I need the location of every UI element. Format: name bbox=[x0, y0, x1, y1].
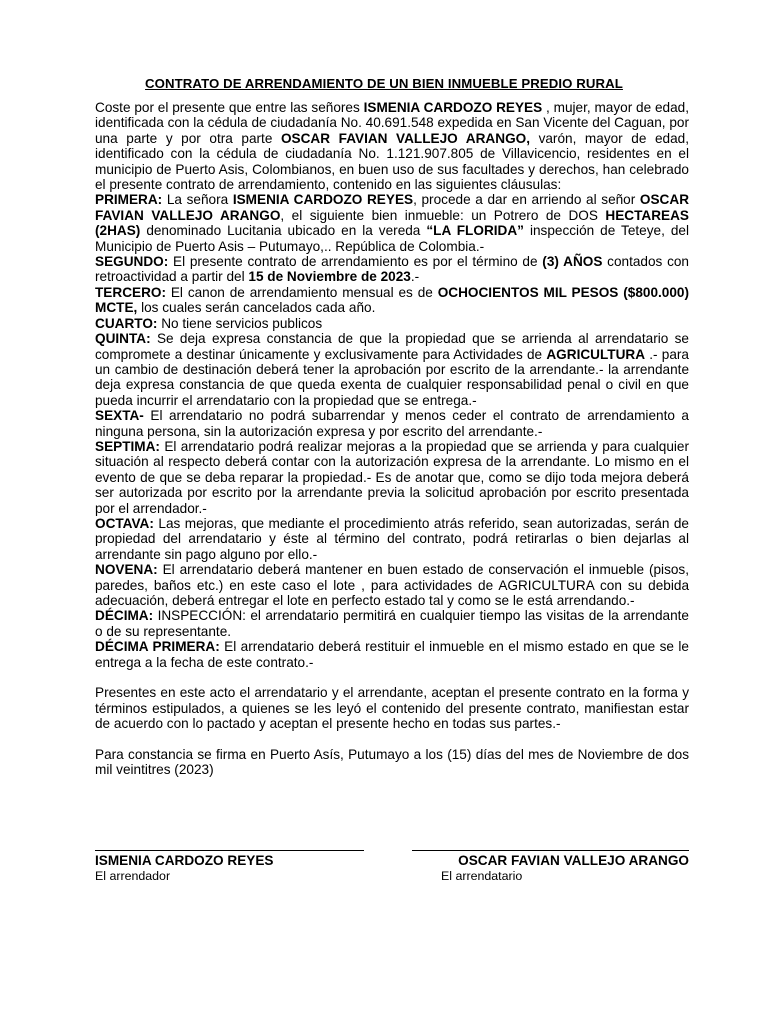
clause-heading: SEPTIMA: bbox=[95, 438, 160, 454]
clause-heading: DÉCIMA: bbox=[95, 608, 154, 624]
clause-cuarto: CUARTO: No tiene servicios publicos bbox=[95, 315, 323, 331]
signature-line bbox=[95, 850, 364, 851]
acceptance-paragraph: Presentes en este acto el arrendatario y el arrendante, aceptan el presente contrato en la forma y términos estipulados, a quienes se les leyó el contenido del presente contrato, manifiestan estar de acuerdo con lo pactado y aceptan el presente hecho en todas sus partes.- bbox=[95, 685, 689, 732]
clause-heading: PRIMERA: bbox=[95, 192, 163, 208]
clause-heading: SEGUNDO: bbox=[95, 254, 169, 270]
intro-paragraph: Coste por el presente que entre las señores ISMENIA CARDOZO REYES , mujer, mayor de edad, identificada con la cédula de ciudadanía No. 40.691.548 expedida en San Vicente del Caguan, por una parte y por otra parte OSCAR FAVIAN VALLEJO ARANGO, varón, mayor de edad, identificado con la cédula de ciudadanía No. 1.121.907.805 de Villavicencio, residentes en el municipio de Puerto Asis, Colombianos, en buen uso de sus facultades y derechos, han celebrado el presente contrato de arrendamiento, contenido en las siguientes cláusulas: bbox=[95, 100, 690, 193]
clause-heading: SEXTA- bbox=[95, 408, 144, 424]
signatory-name: ISMENIA CARDOZO REYES bbox=[95, 853, 274, 868]
signatory-name: OSCAR FAVIAN VALLEJO ARANGO bbox=[458, 853, 689, 868]
clause-sexta: SEXTA- El arrendatario no podrá subarrendar y menos ceder el contrato de arrendamiento a ninguna persona, sin la autorización expresa y por escrito del arrendante.- bbox=[95, 408, 689, 439]
signing-statement: Para constancia se firma en Puerto Asís, Putumayo a los (15) días del mes de Noviembre de dos mil veintitres (2023) bbox=[95, 747, 689, 778]
signature-block-arrendatario bbox=[412, 850, 689, 883]
paragraph-spacer bbox=[95, 732, 689, 747]
signatory-role: El arrendatario bbox=[441, 869, 523, 883]
clause-heading: QUINTA: bbox=[95, 331, 151, 347]
clause-heading: NOVENA: bbox=[95, 562, 158, 578]
clause-quinta: QUINTA: Se deja expresa constancia de que la propiedad que se arrienda al arrendatario se compromete a destinar únicamente y exclusivamente para Actividades de AGRICULTURA .- para un cambio de destinación deberá tener la aprobación por escrito de la arrendante.- la arrendante deja expresa constancia de que queda exenta de cualquier responsabilidad penal o civil en que pueda incurrir el arrendatario con la propiedad que se entrega.- bbox=[95, 331, 689, 408]
signature-block-arrendador bbox=[95, 850, 364, 883]
clause-decima: DÉCIMA: INSPECCIÓN: el arrendatario permitirá en cualquier tiempo las visitas de la arrendante o de su representante. bbox=[95, 608, 689, 639]
clause-novena: NOVENA: El arrendatario deberá mantener en buen estado de conservación el inmueble (pisos, paredes, baños etc.) en este caso el lote , para actividades de AGRICULTURA con su debida adecuación, deberá entregar el lote en perfecto estado tal y como se le está arrendando.- bbox=[95, 562, 689, 608]
clause-heading: TERCERO: bbox=[95, 284, 166, 300]
document-title: CONTRATO DE ARRENDAMIENTO DE UN BIEN INMUEBLE PREDIO RURAL bbox=[145, 76, 623, 91]
clause-decima-primera: DÉCIMA PRIMERA: El arrendatario deberá restituir el inmueble en el mismo estado en que se le entrega a la fecha de este contrato.- bbox=[95, 639, 689, 670]
clause-segundo: SEGUNDO: El presente contrato de arrendamiento es por el término de (3) AÑOS contados con retroactividad a partir del 15 de Noviembre de 2023.- bbox=[95, 254, 689, 285]
contract-body bbox=[95, 100, 689, 778]
signature-line bbox=[412, 850, 689, 851]
signatory-role: El arrendador bbox=[95, 869, 171, 883]
clause-heading: CUARTO: bbox=[95, 315, 158, 331]
clause-heading: OCTAVA: bbox=[95, 515, 154, 531]
clause-octava: OCTAVA: Las mejoras, que mediante el procedimiento atrás referido, sean autorizadas, serán de propiedad del arrendatario y éste al término del contrato, podrá retirarlas o bien dejarlas al arrendante sin pago alguno por ello.- bbox=[95, 515, 689, 562]
clause-primera: PRIMERA: La señora ISMENIA CARDOZO REYES, procede a dar en arriendo al señor OSCAR FAVIAN VALLEJO ARANGO, el siguiente bien inmueble: un Potrero de DOS HECTAREAS (2HAS) denominado Lucitania ubicado en la vereda “LA FLORIDA” inspección de Teteye, del Municipio de Puerto Asis – Putumayo,.. República de Colombia.- bbox=[95, 192, 690, 254]
clause-septima: SEPTIMA: El arrendatario podrá realizar mejoras a la propiedad que se arrienda y para cualquier situación al respecto deberá contar con la autorización expresa de la arrendante. Lo mismo en el evento de que se deba reparar la propiedad.- Es de anotar que, como se dijo toda mejora deberá ser autorizada por escrito por la arrendante previa la solicitud aprobación por escrito presentada por el arrendador.- bbox=[95, 438, 689, 516]
paragraph-spacer bbox=[95, 670, 689, 685]
clause-tercero: TERCERO: El canon de arrendamiento mensual es de OCHOCIENTOS MIL PESOS ($800.000) MCTE, los cuales serán cancelados cada año. bbox=[95, 284, 689, 316]
clause-heading: DÉCIMA PRIMERA: bbox=[95, 639, 220, 655]
